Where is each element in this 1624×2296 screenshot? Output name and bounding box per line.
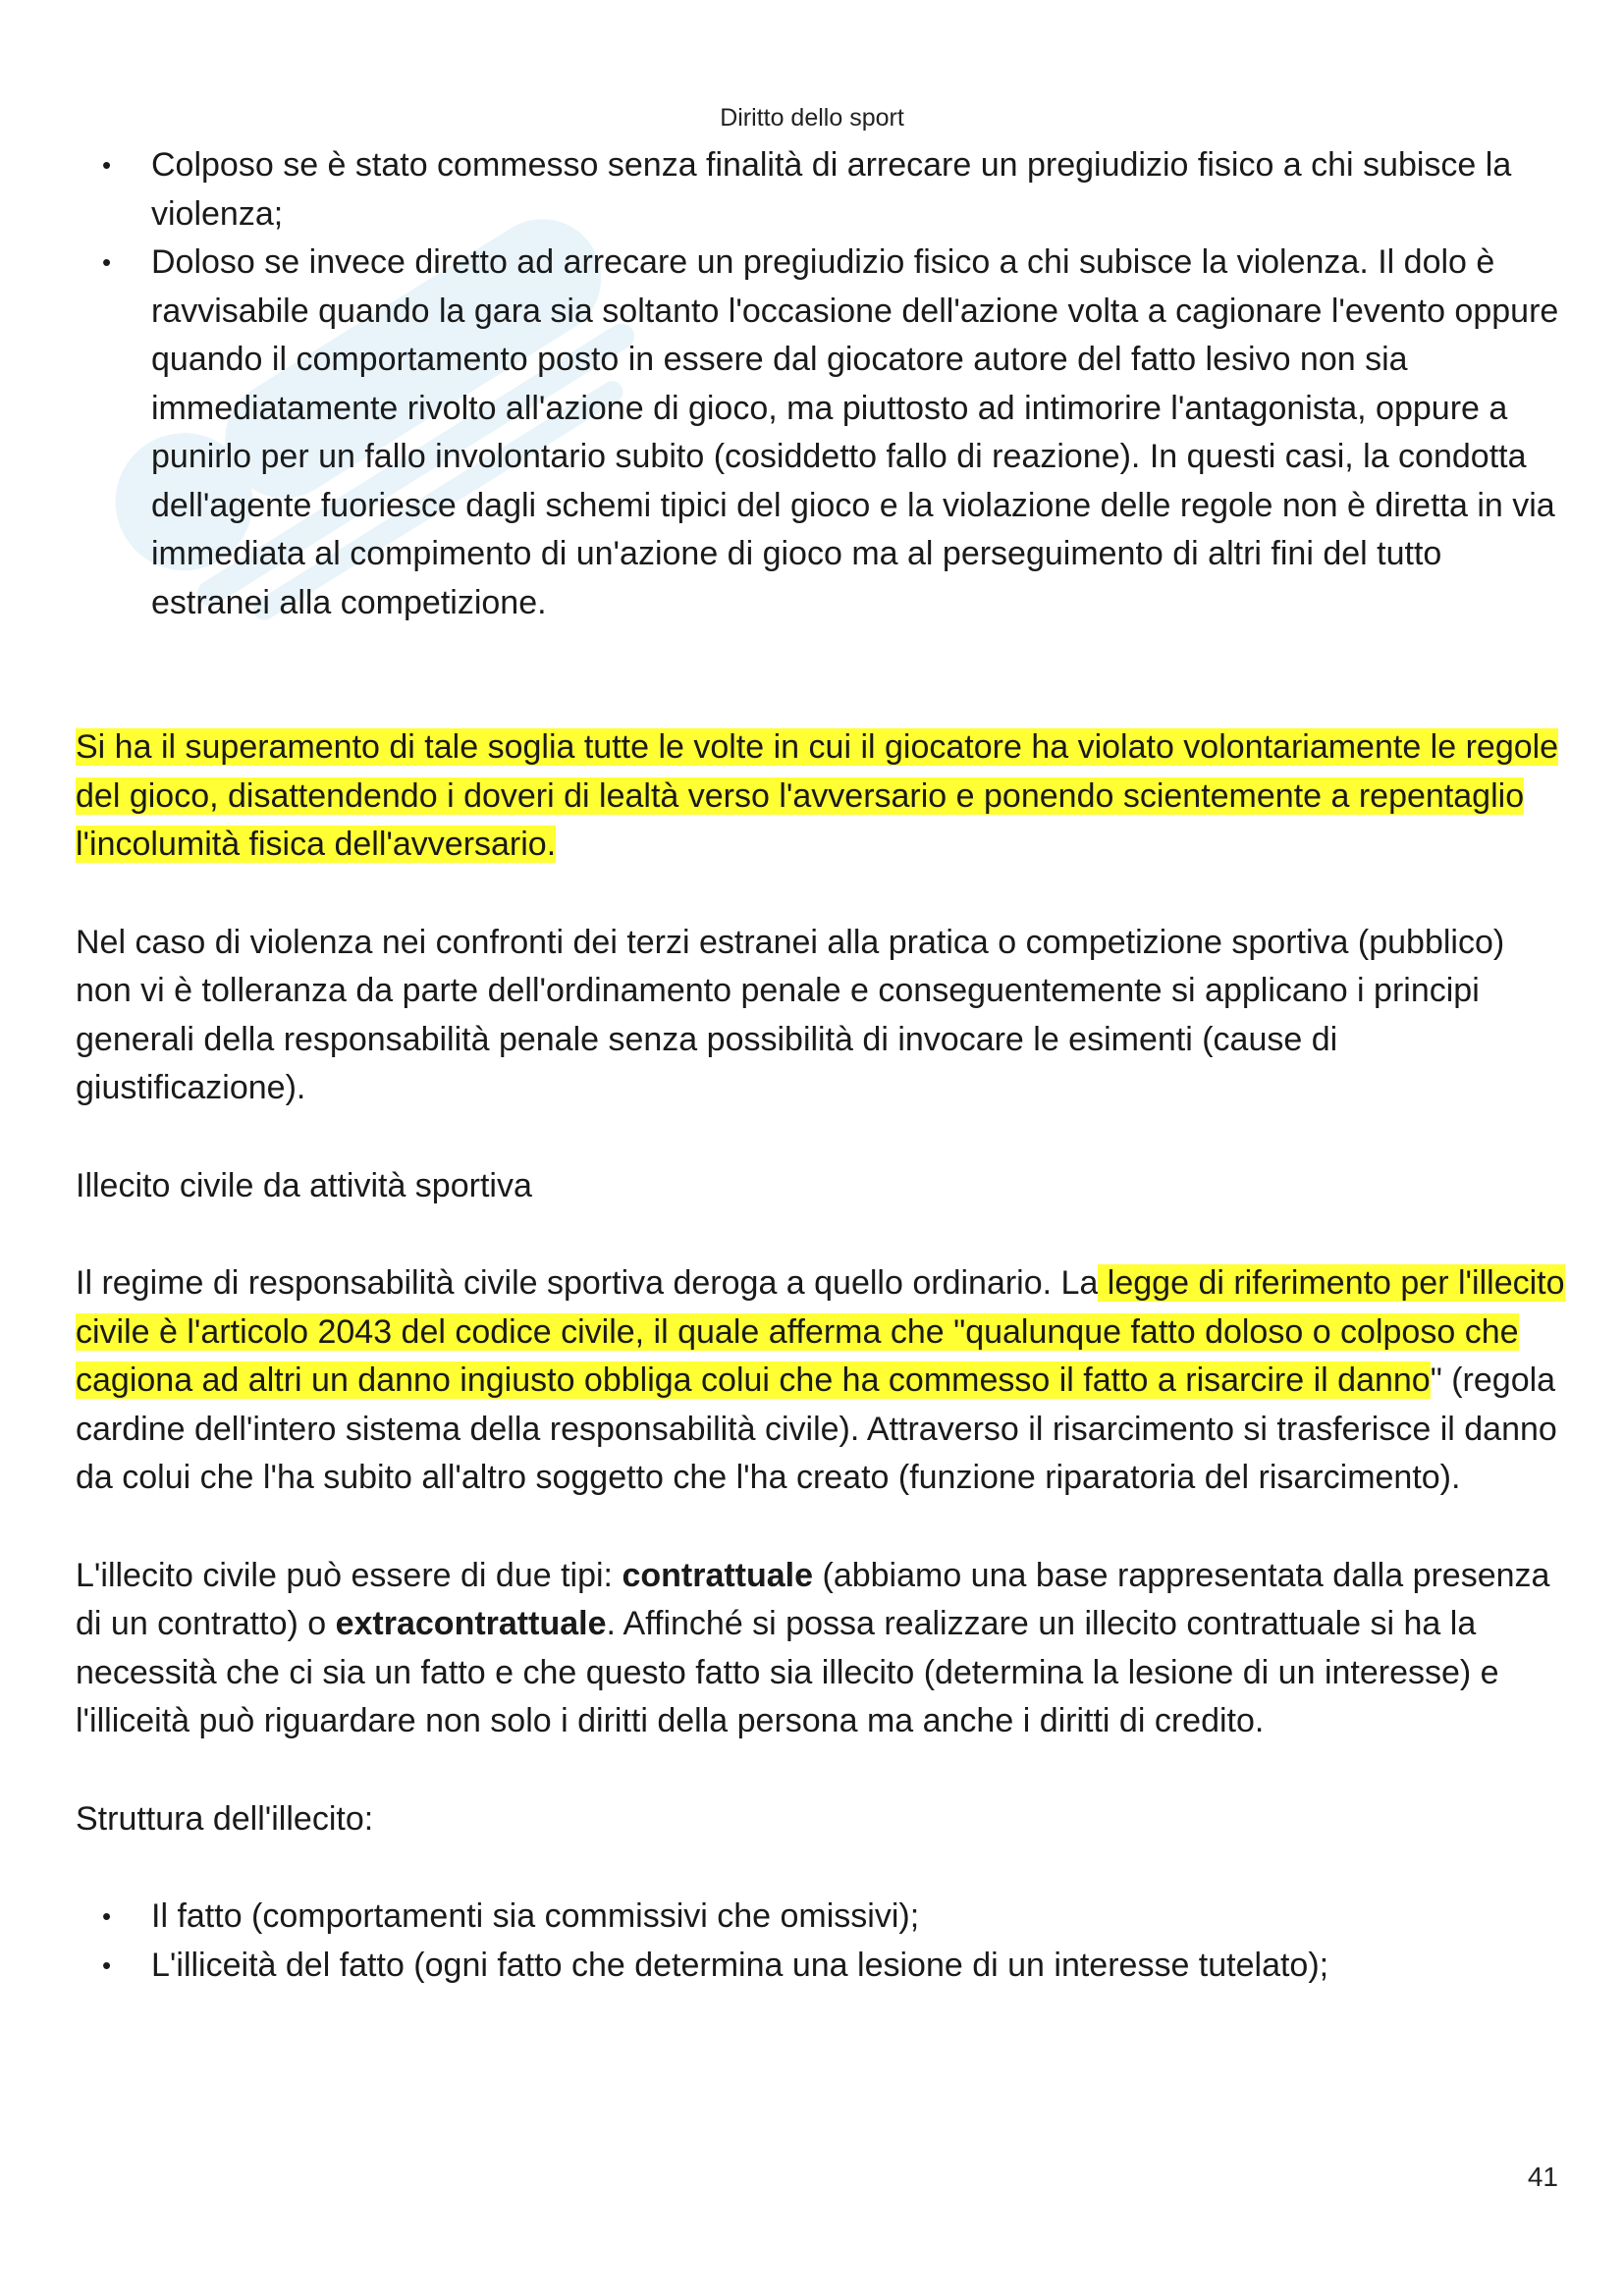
- text-span: . Affinché si possa realizzare un illecito contrattuale si ha la necessità che ci sia un fatto e che questo fatto sia illecito (determina la lesione di un interesse) e l'illiceità può riguardare non solo i diritti della persona ma anche i diritti di credito.: [76, 1605, 1499, 1739]
- list-item: • Il fatto (comportamenti sia commissivi che omissivi);: [76, 1893, 1568, 1942]
- text-span: Il regime di responsabilità civile sportiva deroga a quello ordinario. La: [76, 1264, 1099, 1302]
- list-item: • Doloso se invece diretto ad arrecare un pregiudizio fisico a chi subisce la violenza. Il dolo è ravvisabile quando la gara sia soltanto l'occasione dell'azione volta a cagionare l'evento oppure quando il comportamento posto in essere dal giocatore autore del fatto lesivo non sia immediatamente rivolto all'azione di gioco, ma piuttosto ad intimorire l'antagonista, oppure a punirlo per un fallo involontario subito (cosiddetto fallo di reazione). In questi casi, la condotta dell'agente fuoriesce dagli schemi tipici del gioco e la violazione delle regole non è diretta in via immediata al compimento di un'azione di gioco ma al perseguimento di altri fini del tutto estranei alla competizione.: [76, 239, 1568, 627]
- highlight-span: qualunque fatto doloso o colposo che cagiona ad altri un danno ingiusto obbliga colui che ha commesso il fatto a risarcire il danno: [76, 1312, 1519, 1399]
- page-number: 41: [1527, 2162, 1558, 2192]
- paragraph-regime: [76, 1259, 1568, 1503]
- bold-term: extracontrattuale: [335, 1605, 607, 1642]
- list-item: • L'illiceità del fatto (ogni fatto che determina una lesione di un interesse tutelato);: [76, 1942, 1568, 1991]
- bold-term: contrattuale: [622, 1556, 814, 1594]
- text-span: " (regola cardine dell'intero sistema della responsabilità civile). Attraverso il risarcimento si trasferisce il danno da colui che l'ha subito all'altro soggetto che l'ha creato (funzione riparatoria del risarcimento).: [76, 1362, 1557, 1496]
- paragraph-violenza: Nel caso di violenza nei confronti dei terzi estranei alla pratica o competizione sportiva (pubblico) non vi è tolleranza da parte dell'ordinamento penale e conseguentemente si applicano i principi generali della responsabilità penale senza possibilità di invocare le esimenti (cause di giustificazione).: [76, 923, 1505, 1106]
- section-heading-struttura: Struttura dell'illecito:: [76, 1799, 374, 1838]
- list-item: • Colposo se è stato commesso senza finalità di arrecare un pregiudizio fisico a chi subisce la violenza;: [76, 141, 1568, 239]
- document-header: Diritto dello sport: [720, 104, 904, 132]
- section-heading-illecito: Illecito civile da attività sportiva: [76, 1166, 532, 1204]
- bullet-list-struttura: [76, 1893, 1568, 1990]
- document-body: [76, 141, 1568, 1990]
- paragraph-highlighted: [76, 723, 1568, 870]
- highlight-span: legge di riferimento per l'illecito civile è l'articolo 2043 del codice civile, il quale afferma che ": [76, 1264, 1565, 1351]
- paragraph-tipi: [76, 1552, 1568, 1746]
- highlight-span: Si ha il superamento di tale soglia tutte le volte in cui il giocatore ha violato volontariamente le regole del gioco, disattendendo i doveri di lealtà verso l'avversario e ponendo scientemente a repentaglio l'incolumità fisica dell'avversario.: [76, 728, 1559, 863]
- text-span: L'illecito civile può essere di due tipi:: [76, 1556, 623, 1594]
- text-span: (abbiamo una base rappresentata dalla presenza di un contratto) o: [76, 1556, 1550, 1642]
- bullet-list-reato: [76, 141, 1568, 627]
